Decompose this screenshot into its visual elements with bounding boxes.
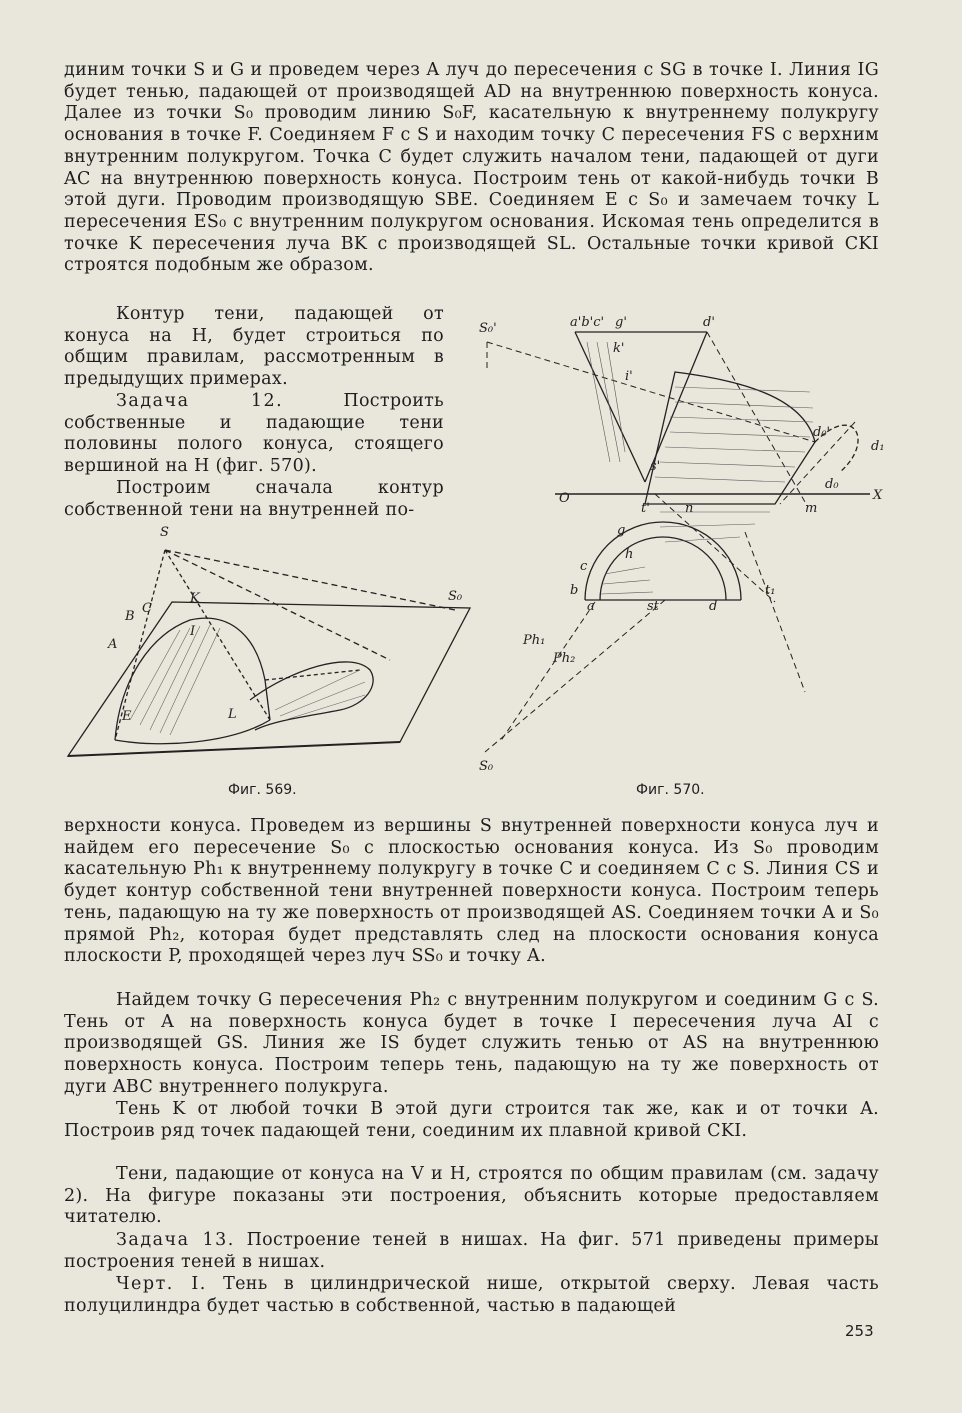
figure-569-caption: Фиг. 569.: [228, 782, 297, 798]
fig569-label-e: E: [122, 709, 132, 724]
fig569-label-l: L: [228, 707, 237, 722]
semicircle-base: [585, 522, 741, 600]
fig570-label-s0: S₀: [479, 759, 494, 774]
fig570-label-n: n: [685, 501, 694, 516]
fig570-label-st: st: [647, 599, 659, 614]
fig569-label-s: S: [160, 525, 169, 540]
fig570-label-d0: d₀: [825, 477, 839, 492]
fig570-label-ph1: Ph₁: [523, 633, 546, 648]
top-paragraph: диним точки S и G и проведем через A луч до пересечения с SG в точке I. Линия IG будет тенью, падающей от производящей AD на внутреннюю поверхность конуса. Далее из точки S₀ проводим линию S₀F, касательную к внутреннему полукругу основания в точке F. Соединяем F с S и находим точку C пересечения FS с верхним внутренним полукругом. Точка C будет служить началом тени, падающей от дуги AC на внутреннюю поверхность конуса. Построим тень от какой-нибудь точки B этой дуги. Проводим производящую SBE. Соединяем E с S₀ и замечаем точку L пересечения ES₀ с внутренним полукругом основания. Искомая тень определится в точке K пересечения луча BK с производящей SL. Остальные точки кривой CKI строятся подобным же образом.: [64, 60, 879, 276]
paragraph-after-2: Найдем точку G пересечения Ph₂ с внутренним полукругом и соединим G с S. Тень от A на поверхность конуса будет в точке I пересечения луча AI с производящей GS. Линия же IS будет служить тенью от AS на внутреннюю поверхность конуса. Построим теперь тень, падающую на ту же поверхность от дуги ABC внутреннего полукруга.: [64, 990, 879, 1097]
fig570-label-s0-prime: S₀': [479, 321, 497, 336]
fig570-label-abc-prime: a'b'c': [570, 315, 605, 330]
task-12-heading: Задача 12.: [116, 391, 284, 411]
drawing-1-paragraph: [64, 1274, 879, 1317]
task-13-paragraph: [64, 1230, 879, 1273]
drawing-1-text: Тень в цилиндрической нише, открытой сверху. Левая часть полуцилиндра будет частью в собственной, частью в падающей: [64, 1274, 879, 1316]
fig570-label-b: b: [570, 583, 579, 598]
task-12-text: Построить собственные и падающие тени половины полого конуса, стоящего вершиной на H (фиг. 570).: [64, 391, 444, 477]
fig570-label-s-prime: s': [650, 459, 661, 474]
fig570-label-t-prime: t': [641, 501, 650, 516]
fig569-label-b: B: [125, 609, 135, 624]
fig569-label-i: I: [190, 624, 196, 639]
column-paragraph-3: Построим сначала контур собственной тени на внутренней по-: [64, 478, 444, 520]
fig570-label-i-prime: i': [625, 369, 633, 384]
fig569-label-a: A: [108, 637, 118, 652]
fig570-label-g-prime: g': [615, 315, 627, 330]
page-number: 253: [845, 1322, 874, 1340]
fig570-label-x: X: [873, 488, 883, 503]
drawing-1-heading: Черт. I.: [116, 1274, 207, 1294]
task-13-heading: Задача 13.: [116, 1230, 235, 1250]
fig570-label-k-prime: k': [613, 341, 625, 356]
fig570-label-d: d: [709, 599, 718, 614]
fig570-label-d0-prime: d₀': [813, 425, 831, 440]
fig569-label-k: K: [190, 591, 200, 606]
ground-plane: [68, 602, 470, 756]
task-12-paragraph: [64, 391, 444, 478]
fig570-label-o: O: [559, 491, 570, 506]
fig569-label-s0: S₀: [448, 589, 463, 604]
task-13-text: Построение теней в нишах. На фиг. 571 приведены примеры построения теней в нишах.: [64, 1230, 879, 1272]
figure-570: [475, 312, 895, 780]
fig570-label-ph2: Ph₂: [553, 651, 576, 666]
fig570-label-m: m: [805, 501, 818, 516]
figure-569: [60, 520, 480, 770]
figure-570-caption: Фиг. 570.: [636, 782, 705, 798]
fig570-label-c: c: [580, 559, 588, 574]
fig570-label-g: g: [617, 523, 626, 538]
fig569-label-c: C: [142, 601, 152, 616]
paragraph-after-4: Тени, падающие от конуса на V и H, строятся по общим правилам (см. задачу 2). На фигуре показаны эти построения, объяснить которые предоставляем читателю.: [64, 1164, 879, 1228]
fig570-label-a: a: [587, 599, 595, 614]
fig570-label-d1: d₁: [871, 439, 885, 454]
column-paragraph-1: Контур тени, падающей от конуса на H, будет строиться по общим правилам, рассмотренным в предыдущих примерах.: [64, 304, 444, 390]
paragraph-after-3: Тень K от любой точки B этой дуги строится так же, как и от точки A. Построив ряд точек падающей тени, соединим их плавной кривой CKI.: [64, 1099, 879, 1141]
fig570-label-d-prime: d': [703, 315, 715, 330]
fig570-label-t1: t₁: [765, 583, 776, 598]
paragraph-after-1: верхности конуса. Проведем из вершины S внутренней поверхности конуса луч и найдем его пересечение S₀ с плоскостью основания конуса. Из S₀ проводим касательную Ph₁ к внутреннему полукругу в точке C и соединяем C с S. Линия CS и будет контур собственной тени внутренней поверхности конуса. Построим теперь тень, падающую на ту же поверхность от производящей AS. Соединяем точки A и S₀ прямой Ph₂, которая будет представлять след на плоскости основания конуса плоскости P, проходящей через луч SS₀ и точку A.: [64, 816, 879, 967]
fig570-label-h: h: [625, 547, 634, 562]
